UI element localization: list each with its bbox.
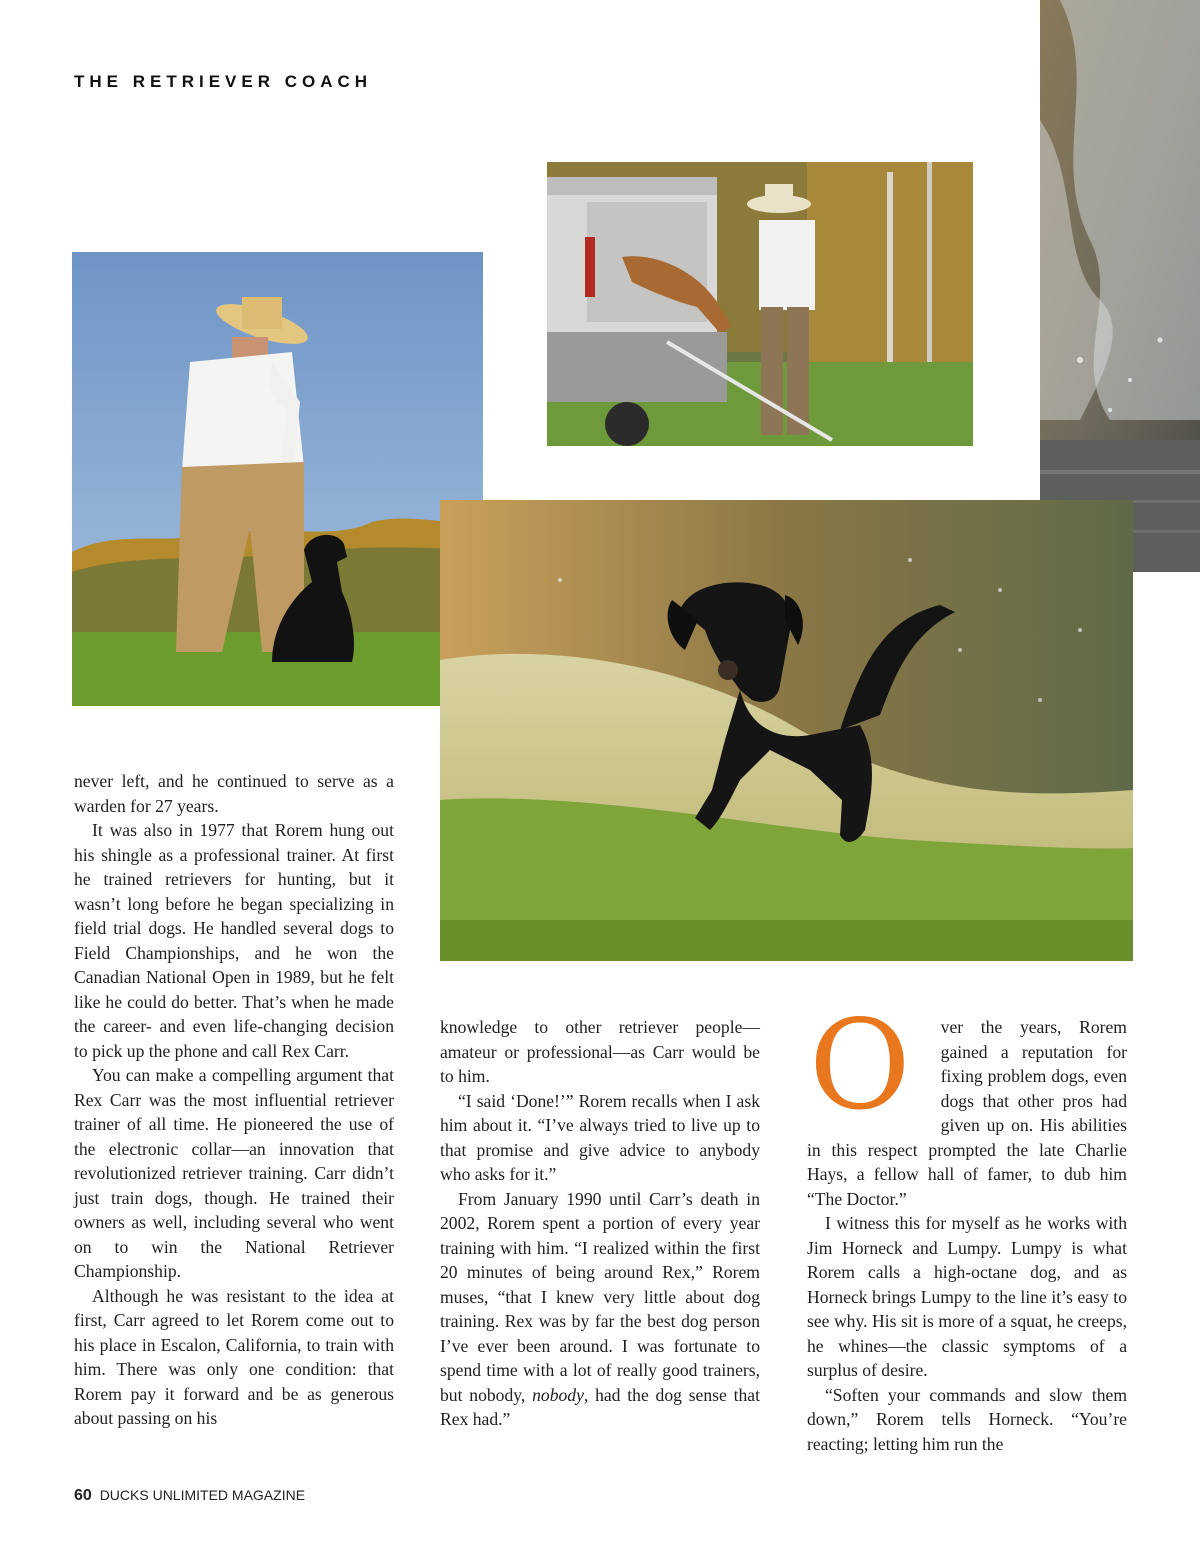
text-span: From January 1990 until Carr’s death in 2002, Rorem spent a portion of every year training with him. “I realized within the first 20 minutes of being around Rex,” Rorem muses, “that I knew very little about dog training. Rex was by far the best dog person I’ve ever been around. I was fortunate to spend time with a lot of really good trainers, but nobody, — [440, 1188, 760, 1405]
paragraph: Although he was resistant to the idea at first, Carr agreed to let Rorem come out to his place in Escalon, California, to train with him. There was only one condition: that Rorem pay it forward and be as generous about passing on his — [74, 1285, 394, 1428]
water-splash-photo — [1040, 0, 1200, 572]
article-column-1 — [74, 769, 394, 1431]
emphasized-text: nobody — [532, 1384, 584, 1405]
article-column-3 — [807, 994, 1127, 1456]
paragraph — [807, 994, 1127, 1211]
black-lab-running-photo — [440, 500, 1133, 961]
trainer-and-dog-at-truck-photo — [547, 162, 973, 446]
page-footer — [74, 1487, 305, 1505]
page-number: 60 — [74, 1487, 92, 1504]
publication-name: DUCKS UNLIMITED MAGAZINE — [99, 1487, 306, 1503]
paragraph — [440, 1187, 760, 1432]
paragraph: It was also in 1977 that Rorem hung out his shingle as a professional trainer. At first he trained retrievers for hunting, but it wasn’t long before he began specializing in field trial dogs. He handled several dogs to Field Championships, and he won the Canadian National Open in 1989, but he felt like he could do better. That’s when he made the career- and even life-changing decision to pick up the phone and call Rex Carr. — [74, 820, 394, 1061]
drop-cap: O — [809, 994, 911, 1138]
article-column-2 — [440, 1015, 760, 1432]
text-span: , had the dog sense that Rex had.” — [440, 1384, 760, 1429]
paragraph: I witness this for myself as he works with Jim Horneck and Lumpy. Lumpy is what Rorem calls a high-octane dog, and as Horneck brings Lumpy to the line it’s easy to see why. His sit is more of a squat, he creeps, he whines—the classic symptoms of a surplus of desire. — [807, 1213, 1127, 1380]
paragraph: You can make a compelling argument that Rex Carr was the most influential retriever trainer of all time. He pioneered the use of the electronic collar—an innovation that revolutionized retriever training. Carr didn’t just train dogs, though. He trained their owners as well, including several who went on to win the National Retriever Championship. — [74, 1065, 394, 1281]
paragraph: never left, and he continued to serve as a warden for 27 years. — [74, 771, 394, 816]
paragraph: knowledge to other retriever people—amateur or professional—as Carr would be to him. — [440, 1017, 760, 1086]
paragraph: “Soften your commands and slow them down,” Rorem tells Horneck. “You’re reacting; letting him run the — [807, 1384, 1127, 1454]
section-label: THE RETRIEVER COACH — [74, 72, 373, 91]
text-span: ver the years, Rorem gained a reputation for fixing problem dogs, even dogs that other pros had given up on. His abilities in this respect prompted the late Charlie Hays, a fellow hall of famer, to dub him “The Doctor.” — [807, 1017, 1127, 1209]
paragraph: “I said ‘Done!’” Rorem recalls when I ask him about it. “I’ve always tried to live up to that promise and give advice to anybody who asks for it.” — [440, 1090, 760, 1184]
trainer-pointing-at-black-lab-photo — [72, 252, 483, 706]
